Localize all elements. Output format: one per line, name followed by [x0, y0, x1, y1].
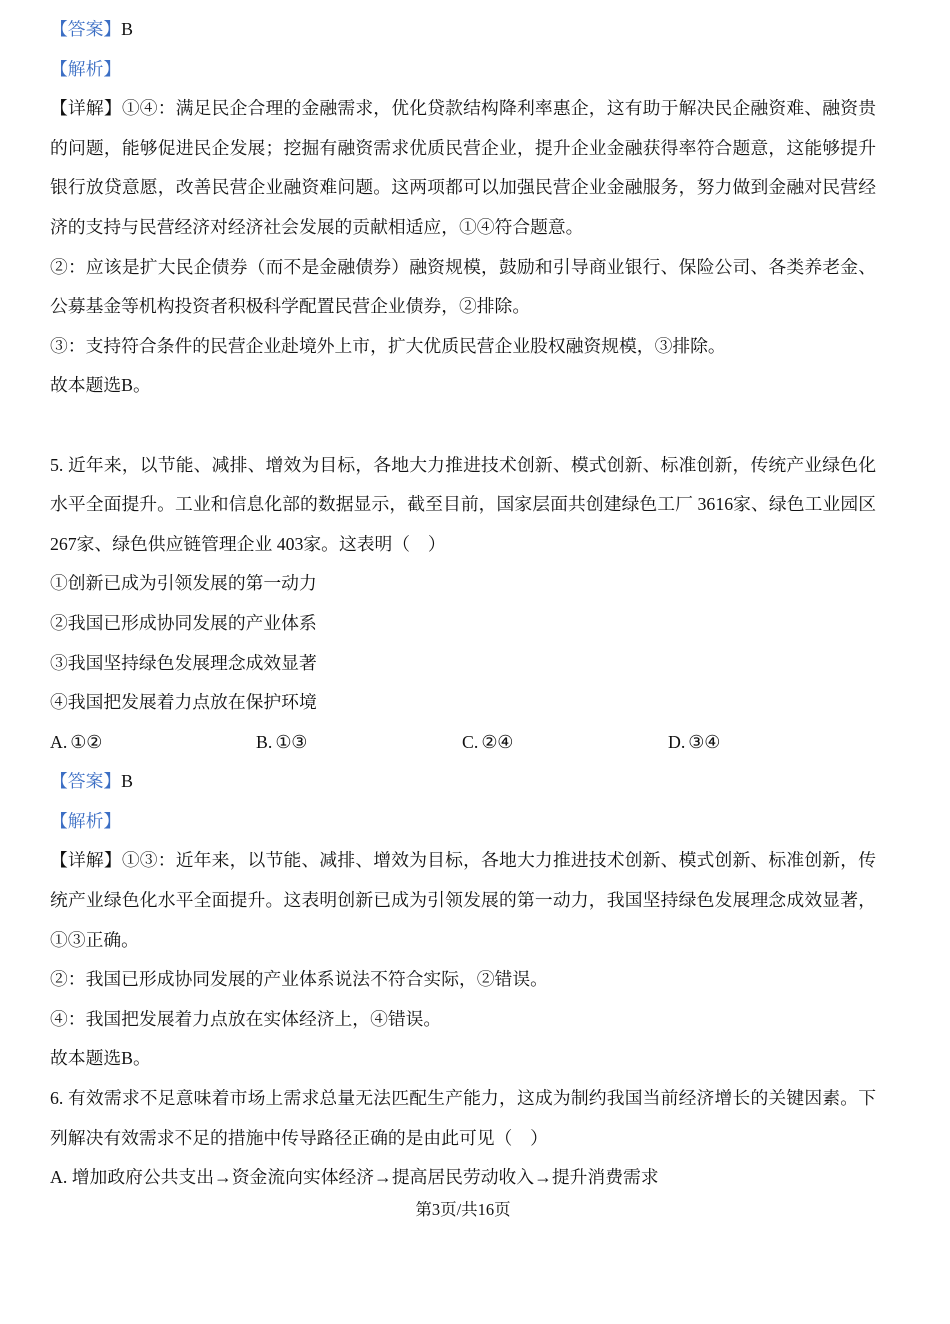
q6-option-a — [50, 1158, 876, 1198]
q5-options — [50, 723, 876, 763]
option-label: B. — [256, 731, 273, 752]
q4-point-2-line: 公募基金等机构投资者积极科学配置民营企业债券，②排除。 — [50, 296, 531, 317]
q5-answer-value: B — [121, 771, 134, 792]
q5-stem-text: 近年来，以节能、减排、增效为目标，各地大力推进技术创新、模式创新、标准创新，传统产业绿色化 — [67, 454, 876, 475]
document-page — [50, 10, 876, 1198]
q5-statement: ③我国坚持绿色发展理念成效显著 — [50, 652, 317, 673]
q5-stem-line: 267家、绿色供应链管理企业 403家。这表明（ ） — [50, 533, 446, 554]
q5-detail-text: ①③：近年来，以节能、减排、增效为目标，各地大力推进技术创新、模式创新、标准创新，传 — [121, 850, 876, 871]
option-text: ②④ — [481, 731, 514, 752]
q4-point-3-line: ③：支持符合条件的民营企业赴境外上市，扩大优质民营企业股权融资规模，③排除。 — [50, 335, 726, 356]
q6-stem-line — [50, 1079, 876, 1119]
q5-detail-label: 【详解】 — [50, 850, 122, 871]
option-text: ③④ — [688, 731, 721, 752]
option-text: 增加政府公共支出→资金流向实体经济→提高居民劳动收入→提升消费需求 — [71, 1167, 659, 1188]
q4-analysis-label: 【解析】 — [50, 58, 122, 79]
q5-statement: ④我国把发展着力点放在保护环境 — [50, 692, 317, 713]
option-text: ①③ — [275, 731, 308, 752]
q5-option-c — [462, 723, 668, 763]
option-label: A. — [50, 731, 68, 752]
q4-detail-text: ①④：满足民企合理的金融需求，优化贷款结构降利率惠企，这有助于解决民企融资难、融资贵 — [121, 98, 876, 119]
option-label: C. — [462, 731, 479, 752]
q5-statement: ②我国已形成协同发展的产业体系 — [50, 612, 317, 633]
q4-conclusion: 故本题选B。 — [50, 375, 151, 396]
q5-detail-line: 统产业绿色化水平全面提升。这表明创新已成为引领发展的第一动力，我国坚持绿色发展理念成效显著， — [50, 890, 876, 911]
q5-detail-line — [50, 841, 876, 881]
q4-detail-line: 济的支持与民营经济对经济社会发展的贡献相适应，①④符合题意。 — [50, 216, 584, 237]
q4-detail-label: 【详解】 — [50, 98, 122, 119]
q6-stem-line: 列解决有效需求不足的措施中传导路径正确的是由此可见（ ） — [50, 1127, 548, 1148]
q5-option-a — [50, 723, 256, 763]
spacer — [50, 406, 876, 446]
option-label: A. — [50, 1167, 68, 1188]
q4-detail-line: 的问题，能够促进民企发展；挖掘有融资需求优质民营企业，提升企业金融获得率符合题意，这能够提升 — [50, 137, 876, 158]
option-label: D. — [668, 731, 686, 752]
q5-option-d — [668, 723, 876, 763]
q5-detail-line: ①③正确。 — [50, 929, 139, 950]
q5-analysis-line — [50, 802, 876, 842]
q5-stem-line — [50, 446, 876, 486]
q5-answer-line — [50, 762, 876, 802]
q5-number: 5. — [50, 454, 64, 475]
q5-statement: ①创新已成为引领发展的第一动力 — [50, 573, 317, 594]
q5-point-2-line: ②：我国已形成协同发展的产业体系说法不符合实际，②错误。 — [50, 969, 548, 990]
page-number-footer: 第3页/共16页 — [415, 1200, 511, 1219]
q5-point-4-line: ④：我国把发展着力点放在实体经济上，④错误。 — [50, 1008, 442, 1029]
q4-analysis-line — [50, 50, 876, 90]
q5-stem-line: 水平全面提升。工业和信息化部的数据显示，截至目前，国家层面共创建绿色工厂 3616家、绿色工业园区 — [50, 494, 876, 515]
q4-answer-label: 【答案】 — [50, 19, 122, 39]
q5-analysis-label: 【解析】 — [50, 810, 122, 831]
q4-answer-line — [50, 10, 876, 50]
option-text: ①② — [70, 731, 103, 752]
q4-answer-value: B — [121, 19, 134, 39]
q6-number: 6. — [50, 1088, 64, 1109]
q5-answer-label: 【答案】 — [50, 771, 122, 792]
q4-detail-line — [50, 89, 876, 129]
q5-conclusion: 故本题选B。 — [50, 1048, 151, 1069]
q4-detail-line: 银行放贷意愿，改善民营企业融资难问题。这两项都可以加强民营企业金融服务，努力做到金融对民营经 — [50, 177, 876, 198]
q6-stem-text: 有效需求不足意味着市场上需求总量无法匹配生产能力，这成为制约我国当前经济增长的关键因素。下 — [67, 1088, 876, 1109]
q4-point-2-line: ②：应该是扩大民企债券（而不是金融债券）融资规模，鼓励和引导商业银行、保险公司、各类养老金、 — [50, 256, 876, 277]
q5-option-b — [256, 723, 462, 763]
